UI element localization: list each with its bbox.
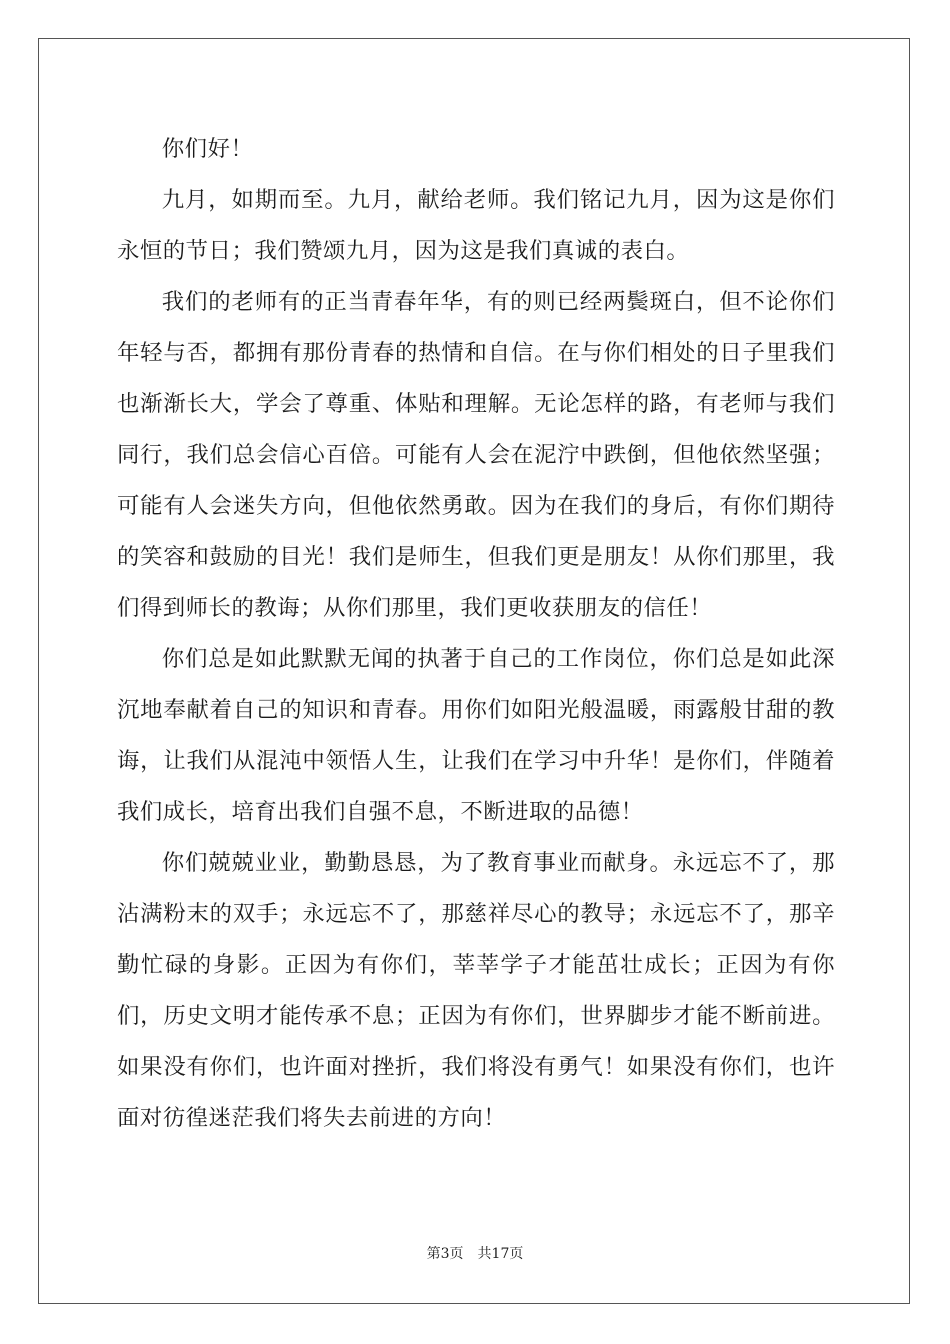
paragraph-1: 九月，如期而至。九月，献给老师。我们铭记九月，因为这是你们永恒的节日；我们赞颂九月，因为这是我们真诚的表白。	[117, 187, 835, 264]
document-body	[117, 124, 835, 1144]
paragraph-3: 你们总是如此默默无闻的执著于自己的工作岗位，你们总是如此深沉地奉献着自己的知识和青春。用你们如阳光般温暖，雨露般甘甜的教诲，让我们从混沌中领悟人生，让我们在学习中升华！是你们，伴随着我们成长，培育出我们自强不息，不断进取的品德！	[117, 646, 835, 825]
paragraph-2: 我们的老师有的正当青春年华，有的则已经两鬓斑白，但不论你们年轻与否，都拥有那份青春的热情和自信。在与你们相处的日子里我们也渐渐长大，学会了尊重、体贴和理解。无论怎样的路，有老师与我们同行，我们总会信心百倍。可能有人会在泥泞中跌倒，但他依然坚强；可能有人会迷失方向，但他依然勇敢。因为在我们的身后，有你们期待的笑容和鼓励的目光！我们是师生，但我们更是朋友！从你们那里，我们得到师长的教诲；从你们那里，我们更收获朋友的信任！	[117, 289, 835, 621]
total-pages-label: 共17页	[477, 1246, 524, 1262]
current-page-label: 第3页	[426, 1246, 464, 1262]
page-footer	[0, 1244, 950, 1264]
paragraph-4: 你们兢兢业业，勤勤恳恳，为了教育事业而献身。永远忘不了，那沾满粉末的双手；永远忘不了，那慈祥尽心的教导；永远忘不了，那辛勤忙碌的身影。正因为有你们，莘莘学子才能茁壮成长；正因为有你们，历史文明才能传承不息；正因为有你们，世界脚步才能不断前进。如果没有你们，也许面对挫折，我们将没有勇气！如果没有你们，也许面对彷徨迷茫我们将失去前进的方向！	[117, 850, 835, 1131]
paragraph-greeting: 你们好！	[161, 136, 254, 162]
